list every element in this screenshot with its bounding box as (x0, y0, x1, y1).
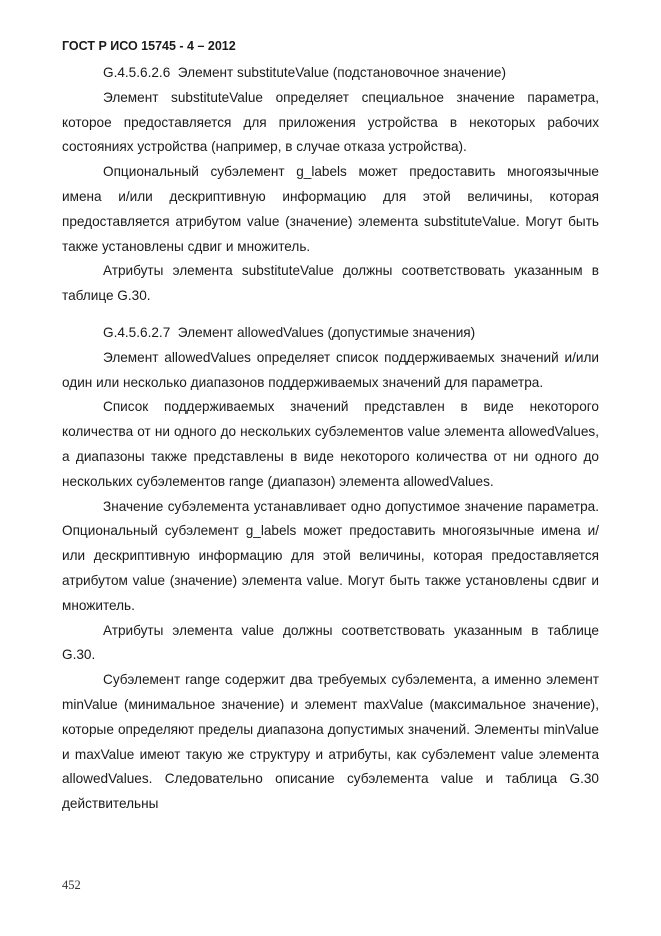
paragraph: Субэлемент range содержит два требуемых субэлемента, а именно элемент minValue (минимальное значение) и элемент maxValue (максимальное значение), которые определяют пределы диапазона допустимых значений. Элементы minValue и maxValue имеют такую же структуру и атрибуты, как субэлемент value элемента allowedValues. Следовательно описание субэлемента value и таблица G.30 действительны (62, 672, 599, 812)
paragraph: Элемент allowedValues определяет список поддерживаемых значений и/или один или несколько диапазонов поддерживаемых значений для параметра. (62, 349, 599, 390)
section-heading-substitute-value: G.4.5.6.2.6 Элемент substituteValue (подстановочное значение) (103, 65, 506, 80)
paragraph: Атрибуты элемента substituteValue должны соответствовать указанным в таблице G.30. (62, 263, 599, 304)
section-gap (62, 309, 599, 321)
section-heading-allowed-values: G.4.5.6.2.7 Элемент allowedValues (допустимые значения) (103, 324, 476, 340)
paragraph: Опциональный субэлемент g_labels может предоставить многоязычные имена и/или дескриптивную информацию для этой величины, которая предоставляется атрибутом value (значение) элемента substituteValue. Могут быть также установлены сдвиг и множитель. (62, 164, 599, 254)
document-page (62, 38, 599, 817)
paragraph: Значение субэлемента устанавливает одно допустимое значение параметра. Опциональный субэлемент g_labels может предоставить многоязычные имена и/или дескриптивную информацию для этой величины, которая предоставляется атрибутом value (значение) элемента value. Могут быть также установлены сдвиг и множитель. (62, 498, 599, 613)
page-number: 452 (62, 878, 81, 892)
document-header: ГОСТ Р ИСО 15745 - 4 – 2012 (62, 39, 236, 53)
paragraph: Элемент substituteValue определяет специальное значение параметра, которое предоставляется для приложения устройства в некоторых рабочих состояниях устройства (например, в случае отказа устройства). (62, 89, 599, 155)
paragraph: Список поддерживаемых значений представлен в виде некоторого количества от ни одного до нескольких субэлементов value элемента allowedValues, а диапазоны также представлены в виде некоторого количества от ни одного до нескольких субэлементов range (диапазон) элемента allowedValues. (62, 399, 599, 489)
paragraph: Атрибуты элемента value должны соответствовать указанным в таблице G.30. (62, 622, 599, 663)
